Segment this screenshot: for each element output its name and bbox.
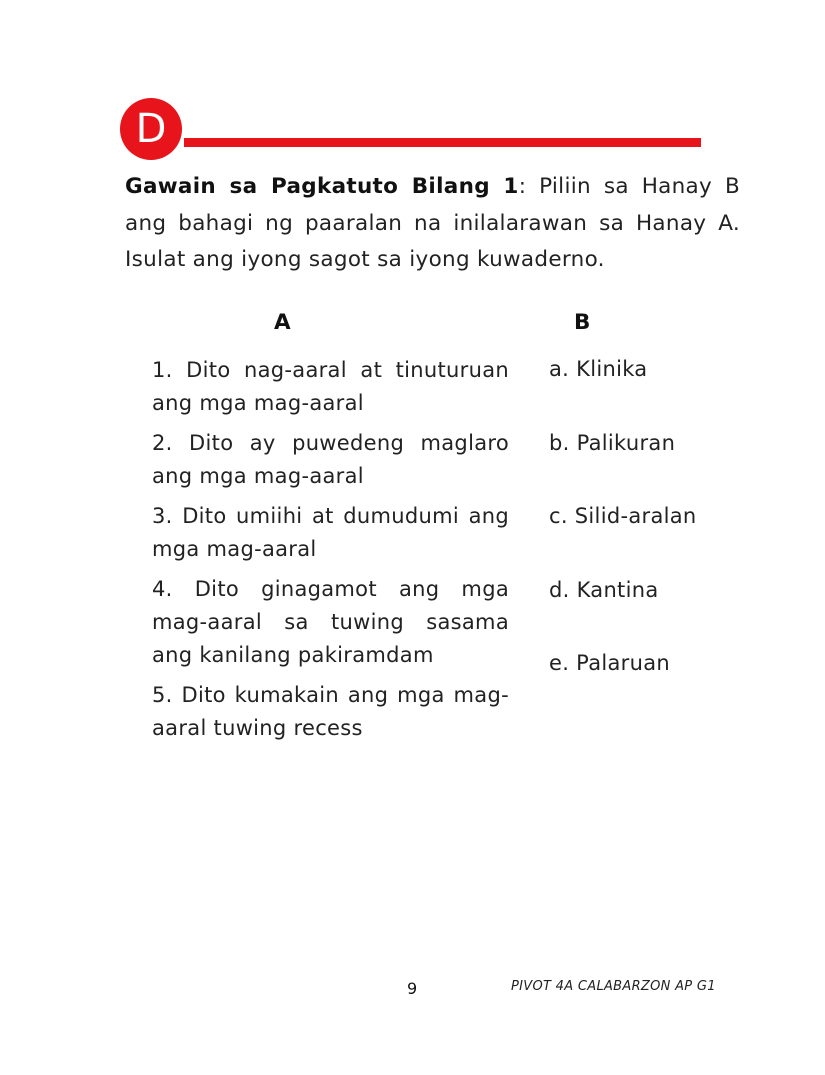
column-a-item: 3. Dito umiihi at dumudumi ang mga mag-aaral bbox=[152, 504, 509, 561]
column-b-choice: a. Klinika bbox=[549, 357, 648, 381]
column-a-item: 1. Dito nag-aaral at tinuturuan ang mga mag-aaral bbox=[152, 358, 509, 415]
column-a-item: 2. Dito ay puwedeng maglaro ang mga mag-aaral bbox=[152, 431, 509, 488]
section-letter-badge: D bbox=[120, 98, 182, 160]
column-b-list bbox=[549, 353, 749, 721]
column-b-choice: b. Palikuran bbox=[549, 430, 676, 455]
column-b-choice: c. Silid-aralan bbox=[549, 504, 697, 528]
column-a-item: 5. Dito kumakain ang mga mag-aaral tuwing recess bbox=[152, 683, 509, 740]
activity-instructions bbox=[125, 169, 740, 279]
activity-title: Gawain sa Pagkatuto Bilang 1 bbox=[125, 174, 519, 199]
column-b-heading: B bbox=[574, 310, 591, 335]
activity-instruction-text: : Piliin sa Hanay B ang bahagi ng paaralan na inilalarawan sa Hanay A. Isulat ang iyong sagot sa iyong kuwaderno. bbox=[125, 174, 740, 272]
column-b-choice: e. Palaruan bbox=[549, 651, 670, 675]
section-divider bbox=[184, 138, 701, 147]
column-a-heading: A bbox=[274, 310, 291, 335]
page-number: 9 bbox=[407, 979, 418, 998]
column-b-choice: d. Kantina bbox=[549, 577, 659, 602]
column-a-list bbox=[152, 354, 509, 752]
footer-module-code: PIVOT 4A CALABARZON AP G1 bbox=[511, 979, 716, 994]
column-a-item: 4. Dito ginagamot ang mga mag-aaral sa tuwing sasama ang kanilang pakiramdam bbox=[152, 577, 509, 667]
